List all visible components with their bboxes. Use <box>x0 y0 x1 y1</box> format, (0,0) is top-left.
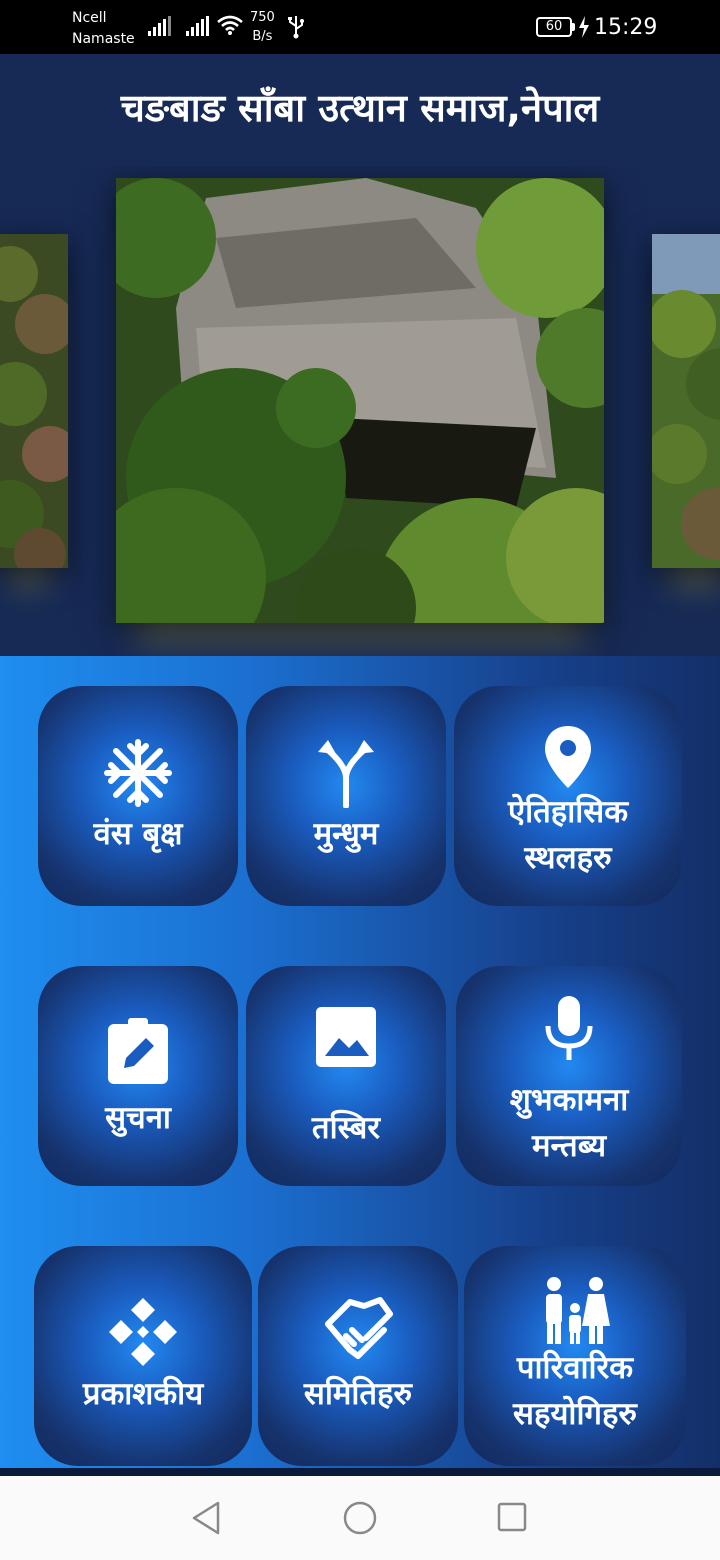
merge-arrows-icon <box>314 738 378 808</box>
edit-note-icon <box>106 1016 170 1086</box>
carousel-slide-previous[interactable] <box>0 234 68 568</box>
app-header <box>0 54 720 166</box>
tile-notices[interactable] <box>38 966 238 1186</box>
usb-icon <box>286 14 306 40</box>
clock: 15:29 <box>594 15 658 40</box>
tile-label: मुन्धुम <box>313 816 379 852</box>
carrier-name: Ncell Namaste <box>72 10 135 47</box>
recents-icon[interactable] <box>496 1500 528 1536</box>
back-icon[interactable] <box>190 1500 222 1536</box>
tile-label: समितिहरु <box>303 1376 413 1412</box>
tile-label-line2: मन्तब्य <box>531 1128 607 1164</box>
tile-label: प्रकाशकीय <box>82 1376 204 1412</box>
tile-label: शुभकामना <box>509 1082 629 1118</box>
tile-committees[interactable] <box>258 1246 458 1466</box>
image-carousel[interactable] <box>0 166 720 656</box>
carousel-slide-next[interactable] <box>652 234 720 568</box>
microphone-icon <box>544 994 594 1062</box>
divider <box>0 1468 720 1476</box>
tile-photos[interactable] <box>246 966 446 1186</box>
wifi-icon <box>216 14 244 36</box>
tile-publications[interactable] <box>34 1246 252 1466</box>
battery-level: 60 <box>536 17 572 37</box>
cell-signal-icon <box>186 16 210 36</box>
tile-label-line2: सहयोगिहरु <box>513 1396 637 1432</box>
tile-family-tree[interactable] <box>38 686 238 906</box>
page-title: चङबाङ साँबा उत्थान समाज,नेपाल <box>120 86 600 130</box>
home-icon[interactable] <box>342 1500 378 1536</box>
status-bar <box>0 0 720 54</box>
tile-label-line2: स्थलहरु <box>524 840 612 876</box>
tile-label: वंस बृक्ष <box>93 816 183 852</box>
tile-label: ऐतिहासिक <box>507 794 629 830</box>
tile-label: पारिवारिक <box>516 1350 634 1386</box>
tile-label: तस्बिर <box>311 1110 381 1146</box>
tile-family-supporters[interactable] <box>464 1246 686 1466</box>
tile-greetings[interactable] <box>456 966 682 1186</box>
battery-tip <box>572 23 575 31</box>
menu-grid <box>0 656 720 1468</box>
system-nav-bar <box>0 1476 720 1560</box>
network-speed: 750 B/s <box>250 10 275 44</box>
charging-icon <box>578 16 590 38</box>
snowflake-icon <box>103 738 173 808</box>
tile-label: सुचना <box>105 1100 171 1136</box>
tile-historical-sites[interactable] <box>454 686 682 906</box>
image-icon <box>315 1006 377 1068</box>
diamond-pattern-icon <box>107 1296 179 1368</box>
tile-mundhum[interactable] <box>246 686 446 906</box>
family-icon <box>540 1276 610 1346</box>
carousel-slide-current[interactable] <box>116 178 604 623</box>
handshake-icon <box>320 1294 396 1366</box>
cell-signal-icon <box>148 16 172 36</box>
location-pin-icon <box>543 724 593 790</box>
